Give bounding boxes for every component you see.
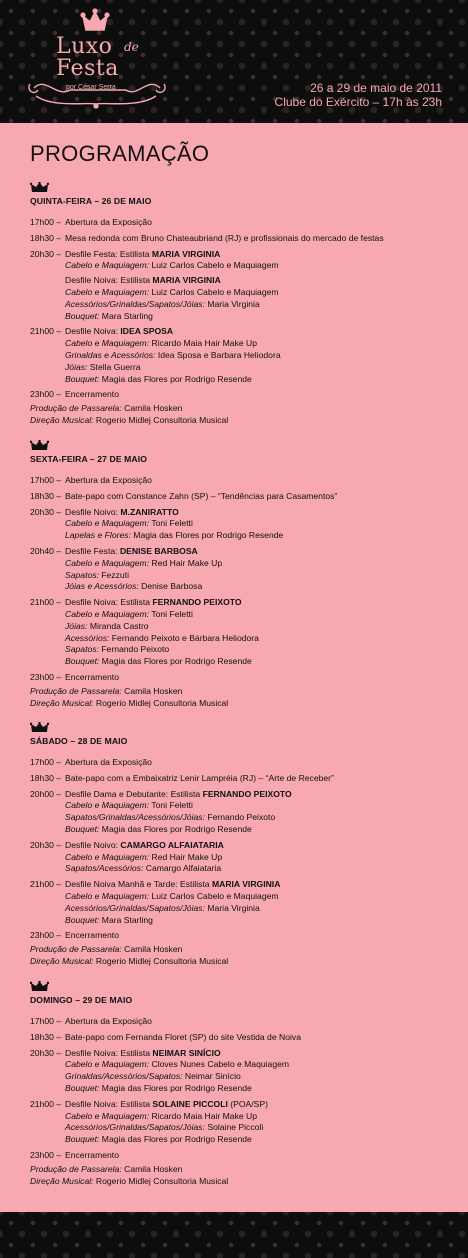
item-time: 23h00 – (30, 389, 62, 400)
item-content (65, 475, 450, 487)
item-content (65, 233, 450, 245)
credit-value: Ricardo Maia Hair Make Up (149, 1110, 258, 1121)
credit-value: Red Hair Make Up (149, 557, 223, 568)
item-headline (65, 597, 450, 609)
credit-line (65, 518, 450, 530)
schedule-item (30, 1150, 450, 1162)
item-time: 20h40 – (30, 545, 62, 556)
credit-line (65, 609, 450, 621)
credit-line (65, 260, 450, 272)
credit-value: Camila Hosken (121, 403, 183, 414)
credit-role: Produção de Passarela: (30, 944, 122, 955)
credit-value: Idea Sposa e Barbara Heliodora (155, 349, 281, 360)
item-prefix: Desfile Noiva Manhã e Tarde: Estilista (65, 879, 212, 890)
credit-role: Jóias e Acessórios: (65, 581, 139, 592)
production-credit (30, 956, 450, 968)
header-banner (0, 0, 468, 123)
item-time: 18h30 – (30, 1031, 62, 1042)
designer-name: FERNANDO PEIXOTO (152, 597, 242, 608)
credit-role: Jóias: (65, 620, 88, 631)
schedule-item (30, 249, 450, 323)
day-section (30, 440, 450, 709)
item-headline (65, 507, 450, 519)
event-info (275, 81, 442, 109)
credit-line (65, 852, 450, 864)
production-credits (30, 1164, 450, 1188)
item-time: 20h30 – (30, 506, 62, 517)
credit-role: Cabelo e Maquiagem: (65, 1110, 150, 1121)
designer-name: MARIA VIRGINIA (151, 248, 221, 259)
credit-role: Bouquet: (65, 914, 100, 925)
credit-role: Bouquet: (65, 1134, 100, 1145)
credit-value: Red Hair Make Up (149, 851, 223, 862)
credit-value: Toni Feletti (149, 518, 193, 529)
schedule-item (30, 326, 450, 385)
crown-icon (30, 182, 49, 193)
item-prefix: Desfile Noiva: Estilista (65, 275, 153, 286)
item-content (65, 1016, 450, 1028)
item-content (65, 930, 450, 942)
day-title: QUINTA-FEIRA – 26 DE MAIO (30, 196, 152, 206)
credit-role: Bouquet: (65, 1082, 100, 1093)
production-credit (30, 1176, 450, 1188)
credit-role: Bouquet: (65, 656, 100, 667)
credit-role: Grinaldas e Acessórios: (65, 349, 156, 360)
item-text: Encerramento (65, 671, 119, 682)
designer-name: MARIA VIRGINIA (152, 275, 221, 286)
item-time: 20h00 – (30, 788, 62, 799)
production-credits (30, 944, 450, 968)
item-time: 21h00 – (30, 326, 62, 337)
logo-text-luxo: Luxo (56, 34, 113, 59)
item-text: Mesa redonda com Bruno Chateaubriand (RJ) e profissionais do mercado de festas (65, 232, 384, 243)
credit-value: Camila Hosken (121, 685, 183, 696)
credit-role: Cabelo e Maquiagem: (65, 851, 150, 862)
item-content (65, 507, 450, 542)
credit-role: Acessórios/Grinaldas/Sapatos/Jóias: (65, 902, 205, 913)
item-headline (65, 879, 450, 891)
logo-byline: por César Serra (66, 84, 116, 91)
item-headline (65, 1048, 450, 1060)
credit-role: Direção Musical: (30, 955, 94, 966)
credit-line (65, 558, 450, 570)
schedule-item (30, 546, 450, 593)
production-credits (30, 686, 450, 710)
day-title: SEXTA-FEIRA – 27 DE MAIO (30, 454, 148, 464)
credit-line (65, 1059, 450, 1071)
credit-line (65, 800, 450, 812)
item-content (65, 249, 450, 323)
item-time: 17h00 – (30, 1016, 62, 1026)
item-content (65, 672, 450, 684)
credit-role: Sapatos/Acessórios: (65, 863, 144, 874)
credit-line (65, 350, 450, 362)
page-title: PROGRAMAÇÃO (30, 141, 210, 166)
item-text: Abertura da Exposição (65, 1016, 152, 1026)
item-time: 20h30 – (30, 248, 62, 259)
credit-line (65, 644, 450, 656)
item-content (65, 1048, 450, 1095)
item-content (65, 757, 450, 769)
credit-line (65, 1111, 450, 1123)
designer-name: MARIA VIRGINIA (211, 879, 281, 890)
schedule-item (30, 217, 450, 229)
credit-role: Direção Musical: (30, 414, 94, 425)
day-title: SÁBADO – 28 DE MAIO (30, 736, 128, 746)
credit-role: Cabelo e Maquiagem: (65, 557, 150, 568)
item-content (65, 326, 450, 385)
item-content (65, 840, 450, 875)
credit-value: Ricardo Maia Hair Make Up (149, 338, 258, 349)
credit-role: Cabelo e Maquiagem: (65, 338, 150, 349)
schedule-item (30, 757, 450, 769)
item-content (65, 217, 450, 229)
credit-value: Magia das Flores por Rodrigo Resende (99, 1134, 252, 1145)
credit-role: Produção de Passarela: (30, 1163, 122, 1174)
item-prefix: Desfile Noiva: (65, 326, 121, 337)
credit-line (65, 374, 450, 386)
credit-role: Produção de Passarela: (30, 403, 122, 414)
item-headline (65, 546, 450, 558)
item-text: Bate-papo com Fernanda Floret (SP) do site Vestida de Noiva (65, 1031, 301, 1042)
day-title: DOMINGO – 29 DE MAIO (30, 995, 133, 1005)
crown-icon (30, 981, 49, 992)
schedule-item (30, 1016, 450, 1028)
event-venue: Clube do Exército – 17h às 23h (274, 95, 442, 109)
credit-role: Cabelo e Maquiagem: (65, 1059, 150, 1070)
item-time: 17h00 – (30, 217, 62, 227)
schedule-item (30, 1099, 450, 1146)
credit-value: Cloves Nunes Cabelo e Maquiagem (149, 1059, 290, 1070)
credit-line (65, 530, 450, 542)
schedule-item (30, 930, 450, 942)
credit-line (65, 863, 450, 875)
credit-role: Cabelo e Maquiagem: (65, 518, 150, 529)
event-dates: 26 a 29 de maio de 2011 (310, 81, 442, 95)
credit-value: Miranda Castro (87, 620, 149, 631)
credit-value: Fernando Peixoto (98, 644, 170, 655)
credit-value: Luiz Carlos Cabelo e Maquiagem (149, 286, 279, 297)
designer-name: NEIMAR SINÍCIO (152, 1047, 221, 1058)
credit-line (65, 287, 450, 299)
item-content (65, 491, 450, 503)
schedule-item (30, 491, 450, 503)
credit-role: Cabelo e Maquiagem: (65, 286, 150, 297)
credit-line (65, 570, 450, 582)
production-credit (30, 686, 450, 698)
item-time: 17h00 – (30, 757, 62, 767)
credit-value: Fernando Peixoto e Bárbara Heliodora (109, 632, 259, 643)
production-credit (30, 403, 450, 415)
credit-role: Cabelo e Maquiagem: (65, 608, 150, 619)
credit-role: Bouquet: (65, 310, 100, 321)
designer-name: FERNANDO PEIXOTO (202, 788, 292, 799)
credit-role: Jóias: (65, 361, 88, 372)
production-credit (30, 698, 450, 710)
item-suffix: (POA/SP) (227, 1098, 268, 1109)
credit-role: Sapatos: (65, 569, 99, 580)
schedule-item (30, 597, 450, 668)
item-text: Bate-papo com Constance Zahn (SP) – “Tendências para Casamentos” (65, 490, 338, 501)
credit-value: Magia das Flores por Rodrigo Resende (99, 373, 252, 384)
schedule-item (30, 475, 450, 487)
day-section (30, 981, 450, 1187)
item-time: 20h30 – (30, 839, 62, 850)
credit-role: Lapelas e Flores: (65, 530, 131, 541)
credit-role: Acessórios/Grinaldas/Sapatos/Jóias: (65, 298, 205, 309)
credit-value: Magia das Flores por Rodrigo Resende (99, 656, 252, 667)
item-subheadline (65, 275, 450, 287)
item-prefix: Desfile Noivo: (65, 506, 121, 517)
event-logo (26, 6, 174, 114)
credit-role: Produção de Passarela: (30, 685, 122, 696)
item-time: 23h00 – (30, 930, 62, 941)
schedule-item (30, 1048, 450, 1095)
schedule-item (30, 879, 450, 926)
credit-value: Luiz Carlos Cabelo e Maquiagem (149, 890, 279, 901)
production-credit (30, 944, 450, 956)
designer-name: IDEA SPOSA (120, 326, 174, 337)
item-time: 20h30 – (30, 1047, 62, 1058)
credit-value: Toni Feletti (149, 800, 193, 811)
credit-value: Toni Feletti (149, 608, 193, 619)
credit-value: Fernando Peixoto (204, 812, 276, 823)
credit-role: Cabelo e Maquiagem: (65, 260, 150, 271)
credit-line (65, 621, 450, 633)
schedule-item (30, 389, 450, 401)
item-time: 18h30 – (30, 232, 62, 243)
item-text: Bate-papo com a Embaixatriz Lenir Lampréia (RJ) – “Arte de Receber” (65, 772, 334, 783)
credit-role: Sapatos: (65, 644, 99, 655)
item-text: Encerramento (65, 1149, 119, 1160)
credit-value: Fezzuti (98, 569, 130, 580)
logo-text-festa: Festa (56, 56, 119, 81)
schedule-item (30, 773, 450, 785)
item-content (65, 389, 450, 401)
credit-line (65, 656, 450, 668)
credit-line (65, 581, 450, 593)
production-credit (30, 415, 450, 427)
item-headline (65, 326, 450, 338)
item-time: 21h00 – (30, 1098, 62, 1109)
credit-value: Rogerio Midlej Consultoria Musical (93, 697, 229, 708)
item-time: 21h00 – (30, 597, 62, 608)
crown-icon (30, 440, 49, 451)
schedule-item (30, 789, 450, 836)
credit-value: Camila Hosken (121, 944, 183, 955)
designer-name: CAMARGO ALFAIATARIA (120, 839, 224, 850)
credit-line (65, 824, 450, 836)
item-prefix: Desfile Noiva: Estilista (65, 1047, 153, 1058)
item-prefix: Desfile Noivo: (65, 839, 121, 850)
item-time: 18h30 – (30, 772, 62, 783)
item-time: 23h00 – (30, 671, 62, 682)
credit-value: Magia das Flores por Rodrigo Resende (130, 530, 284, 541)
credit-value: Mara Starling (99, 310, 153, 321)
production-credit (30, 1164, 450, 1176)
item-prefix: Desfile Noiva: Estilista (65, 597, 153, 608)
item-text: Abertura da Exposição (65, 757, 152, 767)
credit-line (65, 299, 450, 311)
schedule-item (30, 672, 450, 684)
credit-value: Luiz Carlos Cabelo e Maquiagem (149, 260, 279, 271)
credit-value: Camila Hosken (121, 1163, 183, 1174)
item-content (65, 773, 450, 785)
credit-line (65, 362, 450, 374)
designer-name: SOLAINE PICCOLI (152, 1098, 228, 1109)
credit-line (65, 1134, 450, 1146)
schedule-item (30, 233, 450, 245)
item-prefix: Desfile Noiva: Estilista (65, 1098, 153, 1109)
credit-value: Maria Virginia (204, 902, 260, 913)
item-prefix: Desfile Festa: (65, 545, 120, 556)
credit-value: Solaine Piccoli (204, 1122, 264, 1133)
item-prefix: Desfile Dama e Debutante: Estilista (65, 788, 203, 799)
credit-role: Direção Musical: (30, 697, 94, 708)
credit-value: Magia das Flores por Rodrigo Resende (99, 1082, 252, 1093)
item-content (65, 1032, 450, 1044)
item-time: 17h00 – (30, 475, 62, 485)
item-content (65, 1099, 450, 1146)
logo-text-de: de (124, 40, 139, 54)
item-prefix: Desfile Festa: Estilista (65, 248, 152, 259)
item-text: Encerramento (65, 389, 119, 400)
item-headline (65, 840, 450, 852)
item-text: Encerramento (65, 930, 119, 941)
credit-value: Magia das Flores por Rodrigo Resende (99, 823, 252, 834)
credit-line (65, 1083, 450, 1095)
item-time: 18h30 – (30, 490, 62, 501)
credit-value: Neimar Sinício (182, 1071, 241, 1082)
credit-line (65, 903, 450, 915)
designer-name: M.ZANIRATTO (120, 506, 179, 517)
item-time: 23h00 – (30, 1149, 62, 1160)
credit-value: Maria Virginia (204, 298, 260, 309)
crown-icon (30, 722, 49, 733)
item-headline (65, 249, 450, 261)
item-headline (65, 789, 450, 801)
credit-value: Denise Barbosa (138, 581, 203, 592)
credit-line (65, 915, 450, 927)
credit-value: Camargo Alfaiataria (143, 863, 222, 874)
day-section (30, 182, 450, 427)
designer-name: DENISE BARBOSA (119, 545, 198, 556)
credit-value: Rogerio Midlej Consultoria Musical (93, 955, 229, 966)
production-credits (30, 403, 450, 427)
item-time: 21h00 – (30, 879, 62, 890)
credit-value: Mara Starling (99, 914, 153, 925)
item-content (65, 597, 450, 668)
credit-role: Acessórios/Grinaldas/Sapatos/Jóias: (65, 1122, 205, 1133)
schedule-item (30, 1032, 450, 1044)
credit-role: Bouquet: (65, 373, 100, 384)
credit-role: Acessórios: (65, 632, 110, 643)
schedule-item (30, 840, 450, 875)
credit-line (65, 812, 450, 824)
schedule-item (30, 507, 450, 542)
credit-value: Stella Guerra (87, 361, 141, 372)
credit-line (65, 891, 450, 903)
item-content (65, 1150, 450, 1162)
credit-role: Bouquet: (65, 823, 100, 834)
credit-line (65, 633, 450, 645)
credit-line (65, 311, 450, 323)
credit-value: Rogerio Midlej Consultoria Musical (93, 1175, 229, 1186)
credit-value: Rogerio Midlej Consultoria Musical (93, 414, 229, 425)
credit-role: Cabelo e Maquiagem: (65, 890, 150, 901)
credit-role: Grinaldas/Acessórios/Sapatos: (65, 1071, 183, 1082)
item-headline (65, 1099, 450, 1111)
credit-line (65, 1122, 450, 1134)
credit-role: Direção Musical: (30, 1175, 94, 1186)
day-section (30, 722, 450, 968)
credit-line (65, 1071, 450, 1083)
item-text: Abertura da Exposição (65, 475, 152, 485)
credit-role: Cabelo e Maquiagem: (65, 800, 150, 811)
item-content (65, 879, 450, 926)
credit-role: Sapatos/Grinaldas/Acessórios/Jóias: (65, 812, 205, 823)
item-content (65, 789, 450, 836)
credit-line (65, 338, 450, 350)
item-text: Abertura da Exposição (65, 217, 152, 227)
item-content (65, 546, 450, 593)
footer-banner (0, 1212, 468, 1258)
